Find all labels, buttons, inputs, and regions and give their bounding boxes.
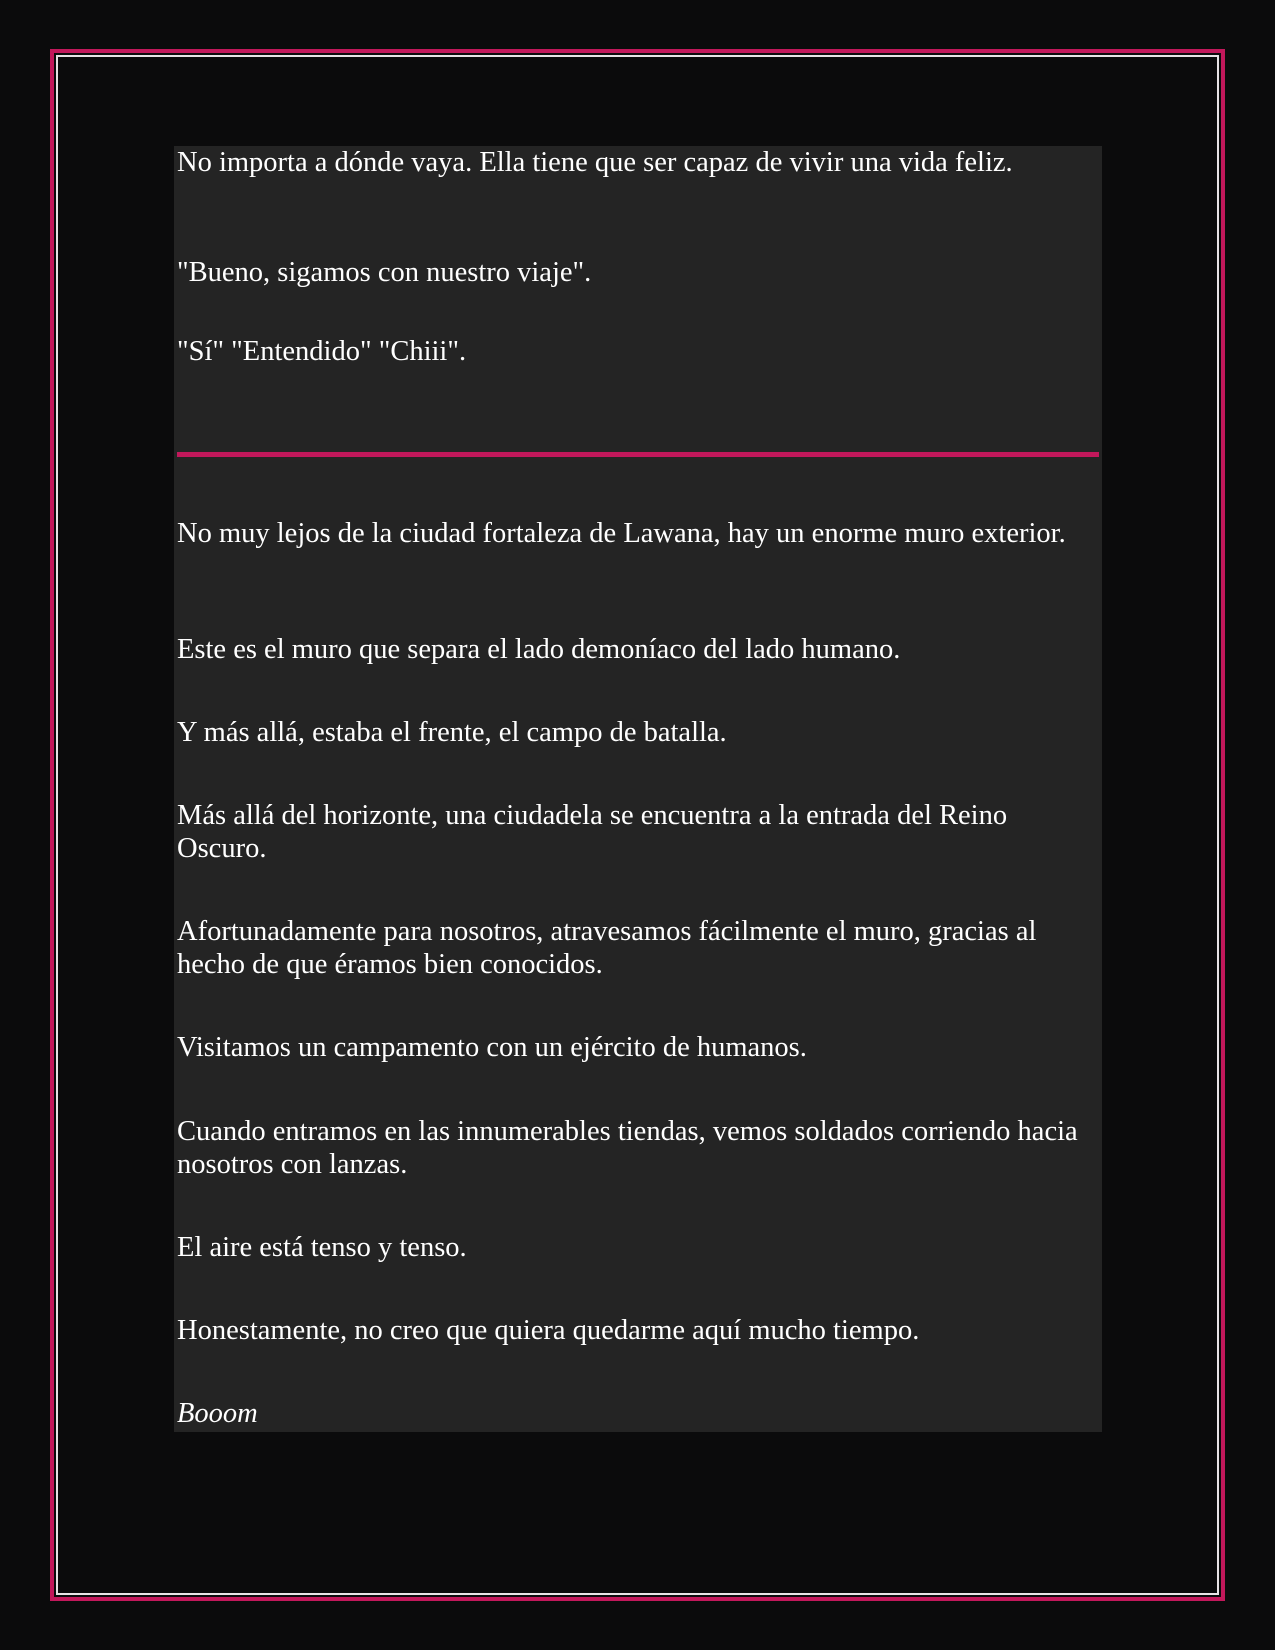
- paragraph-italic: Booom: [177, 1398, 258, 1429]
- text-page: [174, 146, 1102, 1432]
- section-divider: [177, 452, 1099, 457]
- paragraph: Cuando entramos en las innumerables tiendas, vemos soldados corriendo hacia nosotros con lanzas.: [177, 1116, 1078, 1180]
- paragraph: No importa a dónde vaya. Ella tiene que ser capaz de vivir una vida feliz.: [177, 147, 1013, 178]
- paragraph: "Sí" "Entendido" "Chiii".: [177, 336, 467, 367]
- paragraph: No muy lejos de la ciudad fortaleza de Lawana, hay un enorme muro exterior.: [177, 518, 1066, 549]
- paragraph: Visitamos un campamento con un ejército de humanos.: [177, 1032, 807, 1063]
- paragraph: Y más allá, estaba el frente, el campo de batalla.: [177, 717, 727, 748]
- paragraph: Afortunadamente para nosotros, atravesamos fácilmente el muro, gracias al hecho de que éramos bien conocidos.: [177, 916, 1037, 980]
- paragraph: Más allá del horizonte, una ciudadela se encuentra a la entrada del Reino Oscuro.: [177, 800, 1008, 864]
- paragraph: El aire está tenso y tenso.: [177, 1232, 467, 1263]
- paragraph: "Bueno, sigamos con nuestro viaje".: [177, 257, 592, 288]
- paragraph: Este es el muro que separa el lado demoníaco del lado humano.: [177, 634, 901, 665]
- paragraph: Honestamente, no creo que quiera quedarme aquí mucho tiempo.: [177, 1315, 920, 1346]
